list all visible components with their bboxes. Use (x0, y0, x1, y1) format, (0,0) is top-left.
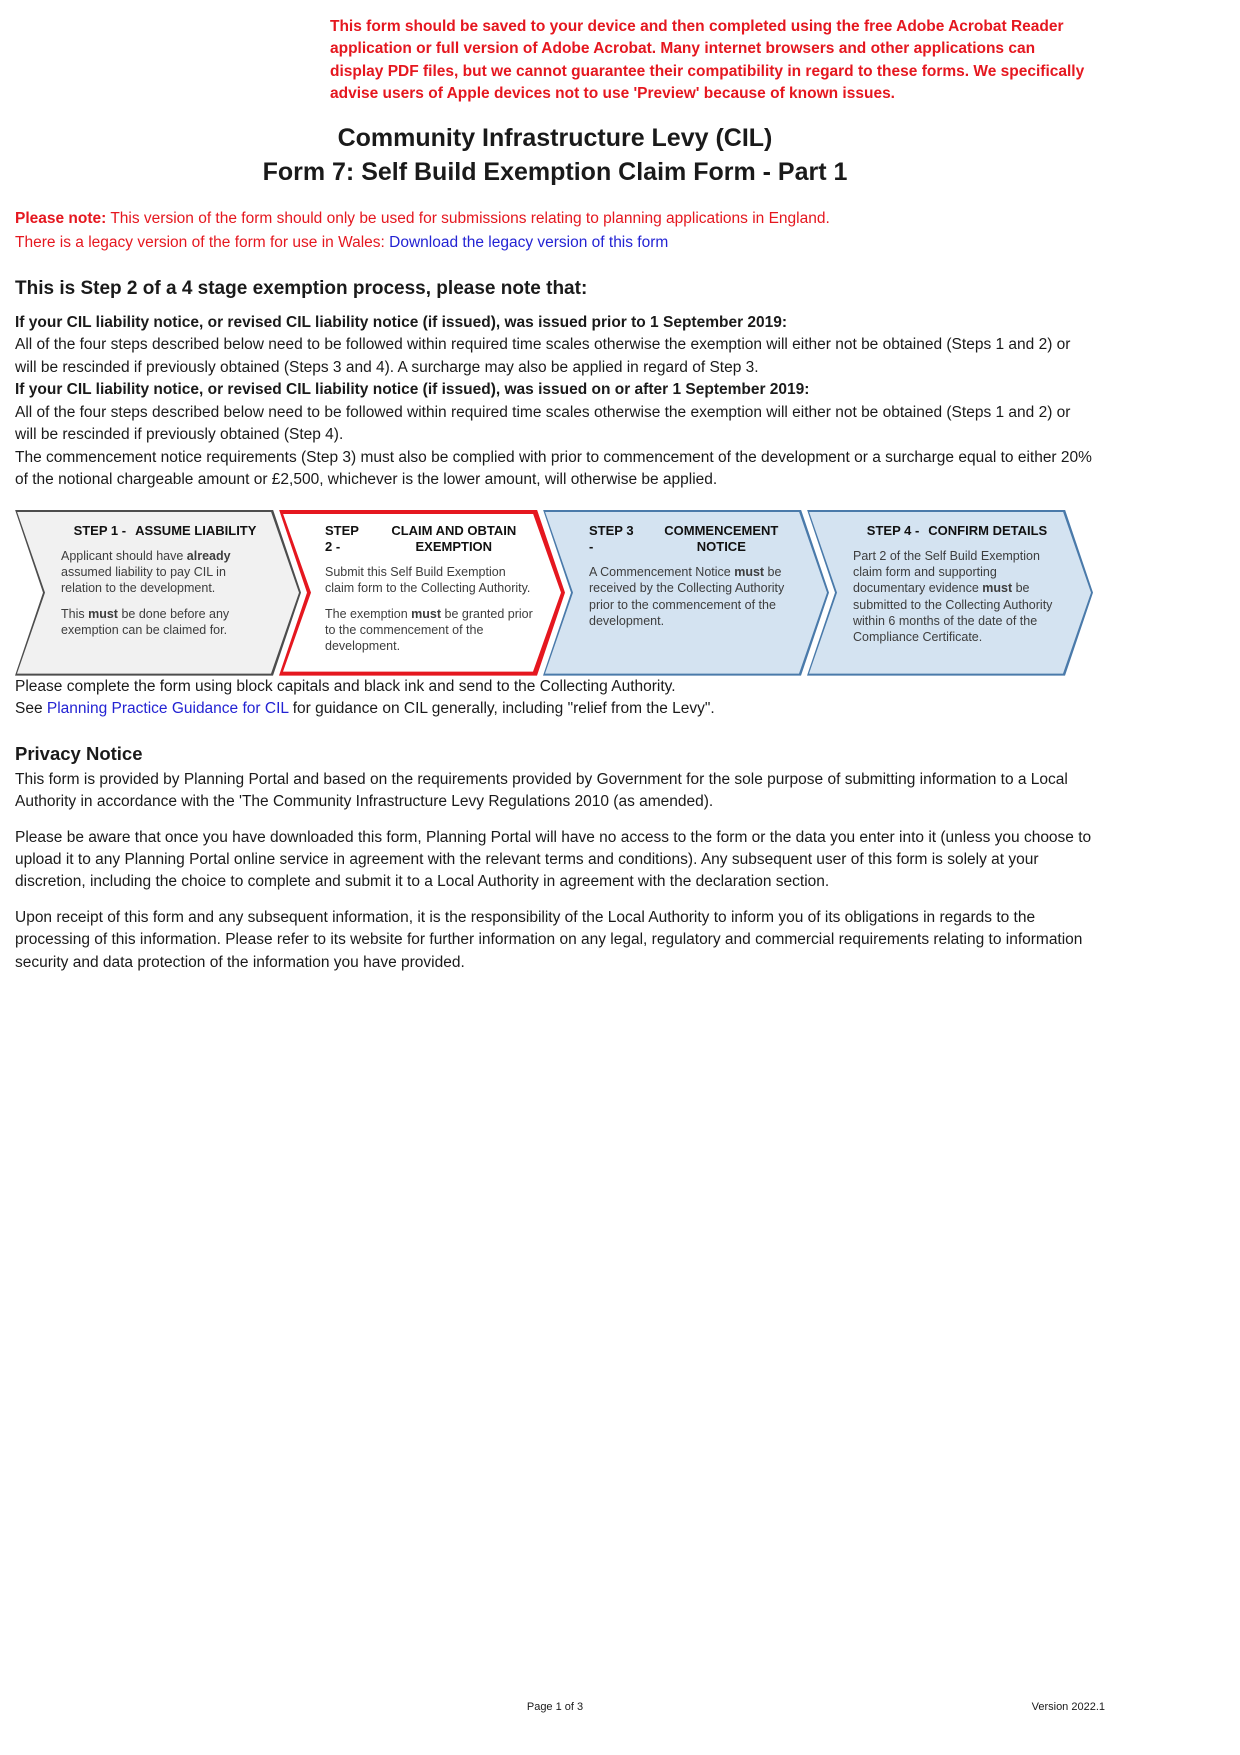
step-3-text (543, 510, 829, 645)
steps-diagram (15, 510, 1095, 676)
legacy-form-link[interactable]: Download the legacy version of this form (389, 233, 669, 251)
step-1-chevron (15, 510, 301, 676)
privacy-notice (15, 743, 1095, 975)
step-1-text (15, 510, 301, 654)
step-3-title: STEP 3 - COMMENCEMENT NOTICE (589, 522, 779, 554)
privacy-paragraph-3: Upon receipt of this form and any subsequent information, it is the responsibility of the Local Authority to inform you of its obligations in regards to the processing of this information. Please refer to its website for further information on any legal, regulatory and commercial requirements relating to information security and data protection of the information you have provided. (15, 908, 1083, 971)
step-3-chevron (543, 510, 829, 676)
form-title-line2: Form 7: Self Build Exemption Claim Form - Part 1 (262, 157, 848, 186)
step-4-text (807, 510, 1093, 661)
step-1-label: STEP 1 - (73, 522, 127, 538)
form-title-line1: Community Infrastructure Levy (CIL) (337, 123, 773, 152)
step-1-title: STEP 1 - ASSUME LIABILITY (73, 522, 257, 538)
compatibility-warning: This form should be saved to your device and then completed using the free Adobe Acrobat Reader application or full version of Adobe Acrobat. Many internet browsers and other applications can display PDF files, but we cannot guarantee their compatibility in regard to these forms. We specifically advise users of Apple devices not to use 'Preview' because of known issues. (330, 18, 1085, 103)
version-label: Version 2022.1 (1031, 1701, 1105, 1713)
step-3-body-1: A Commencement Notice must be received by the Collecting Authority prior to the commencement of the development. (589, 565, 785, 628)
block-capitals-note: Please complete the form using block capitals and black ink and send to the Collecting Authority. (15, 677, 676, 695)
step-2-label: STEP 2 - (325, 522, 359, 554)
privacy-paragraph-2: Please be aware that once you have downloaded this form, Planning Portal will have no access to the form or the data you enter into it (unless you choose to upload it to any Planning Portal online service in agreement with the relevant terms and conditions). Any subsequent user of this form is solely at your discretion, including the choice to complete and submit it to a Local Authority in agreement with the declaration section. (15, 828, 1092, 891)
please-note-line1 (15, 207, 1095, 230)
prior-2019-body: All of the four steps described below need to be followed within required time scales otherwise the exemption will either not be obtained (Steps 1 and 2) or will be rescinded if previously obtained (Steps 3 and 4). A surcharge may also be applied in regard of Step 3. (15, 336, 1071, 376)
process-heading: This is Step 2 of a 4 stage exemption process, please note that: (15, 277, 588, 299)
step-4-title: STEP 4 - CONFIRM DETAILS (866, 522, 1048, 538)
post-2019-body-2: The commencement notice requirements (Step 3) must also be complied with prior to commencement of the development or a surcharge equal to either 20% of the notional chargeable amount or £2,500, whichever is the lower amount, will otherwise be applied. (15, 448, 1092, 489)
guidance-link[interactable]: Planning Practice Guidance for CIL (46, 700, 289, 718)
step-2-body-1: Submit this Self Build Exemption claim form to the Collecting Authority. (325, 565, 531, 596)
please-note-line2 (15, 231, 1095, 254)
post-2019-body-1: All of the four steps described below need to be followed within required time scales otherwise the exemption will either not be obtained (Steps 1 and 2) or will be rescinded if previously obtained (Step 4). (15, 403, 1071, 444)
page-number: Page 1 of 3 (526, 1701, 584, 1713)
step-4-label: STEP 4 - (866, 522, 920, 538)
prior-2019-heading: If your CIL liability notice, or revised CIL liability notice (if issued), was issued prior to 1 September 2019: (15, 313, 788, 331)
post-2019-heading: If your CIL liability notice, or revised CIL liability notice (if issued), was issued on or after 1 September 2019: (15, 381, 810, 399)
step-3-label: STEP 3 - (589, 522, 634, 554)
step-2-body-2: The exemption must be granted prior to the commencement of the development. (325, 606, 533, 654)
legacy-form-text: There is a legacy version of the form for use in Wales: (15, 233, 390, 251)
step-1-body-2: This must be done before any exemption can be claimed for. (61, 606, 230, 637)
page-content (15, 0, 1095, 987)
step-4-chevron (807, 510, 1093, 676)
privacy-paragraph-1: This form is provided by Planning Portal and based on the requirements provided by Government for the sole purpose of submitting information to a Local Authority in accordance with the 'The Community Infrastructure Levy Regulations 2010 (as amended). (15, 770, 1068, 811)
privacy-heading: Privacy Notice (15, 742, 143, 764)
please-note-text: This version of the form should only be used for submissions relating to planning applications in England. (106, 210, 830, 228)
step-2-text (279, 510, 565, 670)
form-title (15, 122, 1095, 190)
step-4-body-1: Part 2 of the Self Build Exemption claim form and supporting documentary evidence must be submitted to the Collecting Authority within 6 months of the date of the Compliance Certificate. (853, 548, 1053, 645)
step-1-body-1: Applicant should have already assumed liability to pay CIL in relation to the development. (61, 548, 231, 596)
guidance-note (15, 698, 1095, 720)
please-note (15, 207, 1095, 254)
please-note-label: Please note: (15, 210, 107, 228)
guidance-pre: See (15, 700, 47, 718)
step-2-chevron (279, 510, 565, 676)
guidance-post: for guidance on CIL generally, including "relief from the Levy". (288, 700, 715, 718)
step-2-title: STEP 2 - CLAIM AND OBTAIN EXEMPTION (325, 522, 517, 554)
